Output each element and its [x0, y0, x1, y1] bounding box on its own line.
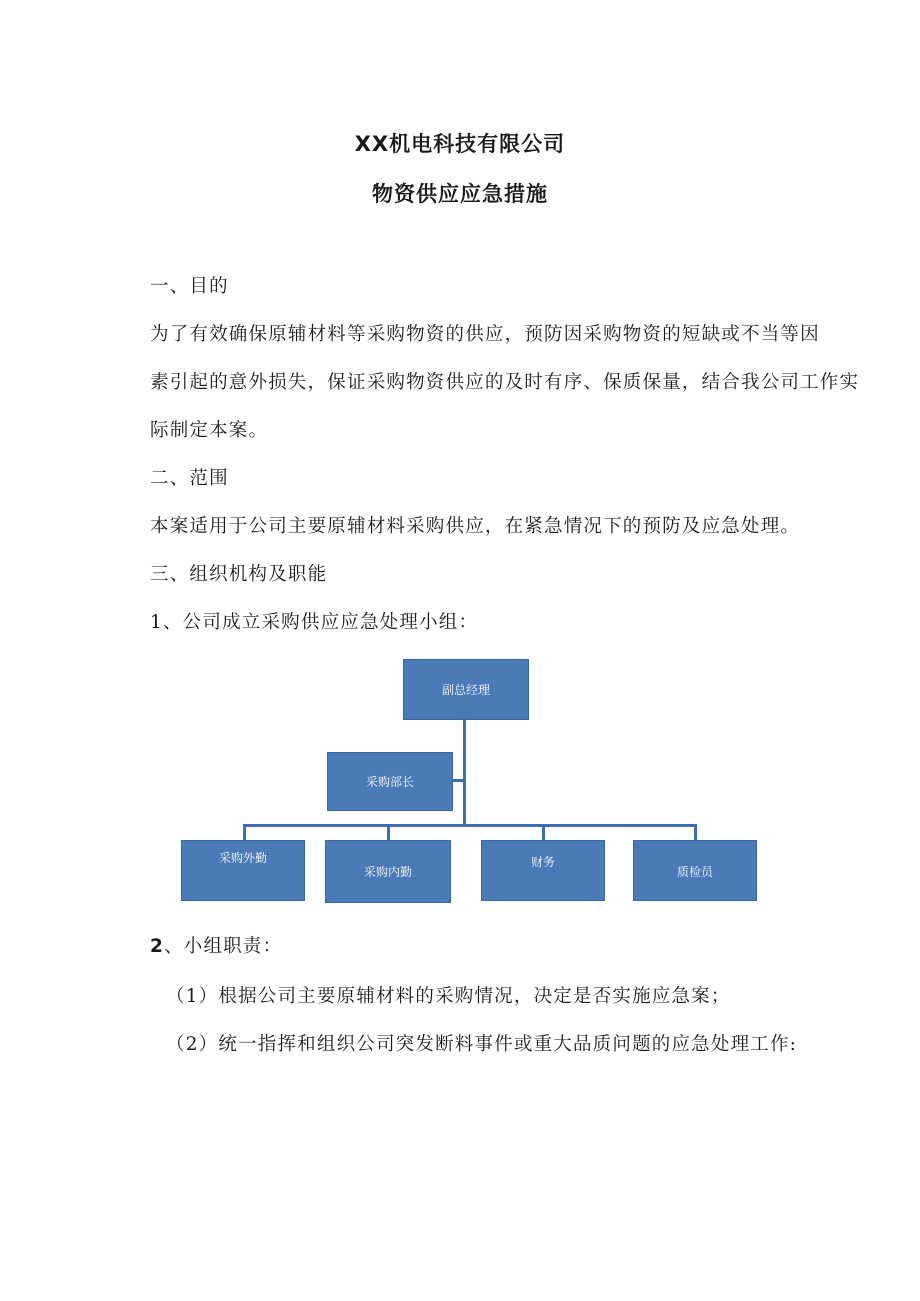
section-1-body-line-1: 为了有效确保原辅材料等采购物资的供应，预防因采购物资的短缺或不当等因	[150, 324, 820, 345]
org-drop-3	[542, 824, 545, 840]
org-trunk-line	[463, 718, 466, 826]
org-node-top: 副总经理	[403, 659, 529, 720]
org-drop-1	[243, 824, 246, 840]
item-1-text: 1、公司成立采购供应应急处理小组：	[150, 612, 479, 633]
section-1-body-line-2: 素引起的意外损失，保证采购物资供应的及时有序、保质保量，结合我公司工作实	[150, 372, 860, 393]
section-1-body-line-3: 际制定本案。	[150, 420, 269, 441]
org-node-child-3: 财务	[481, 840, 605, 901]
item-2-text: 、小组职责：	[164, 936, 283, 957]
section-1-heading: 一、目的	[150, 276, 229, 297]
duty-2: （2）统一指挥和组织公司突发断料事件或重大品质问题的应急处理工作:	[166, 1034, 798, 1055]
org-node-assistant: 采购部长	[327, 752, 453, 811]
org-node-child-1: 采购外勤	[181, 840, 305, 901]
section-2-heading: 二、范围	[150, 468, 229, 489]
duty-1: （1）根据公司主要原辅材料的采购情况，决定是否实施应急案；	[166, 986, 731, 1007]
org-assistant-connector	[451, 779, 464, 782]
section-3-heading: 三、组织机构及职能	[150, 564, 328, 585]
org-drop-4	[694, 824, 697, 840]
item-2-number: 2	[150, 936, 165, 957]
org-branch-line	[243, 824, 695, 827]
org-node-child-2: 采购内勤	[325, 840, 451, 903]
document-title: 物资供应应急措施	[372, 182, 548, 206]
company-name: XX机电科技有限公司	[354, 132, 566, 156]
org-drop-2	[387, 824, 390, 840]
org-node-child-4: 质检员	[633, 840, 757, 901]
item-2-heading	[150, 932, 282, 958]
section-2-body: 本案适用于公司主要原辅材料采购供应，在紧急情况下的预防及应急处理。	[150, 516, 801, 537]
